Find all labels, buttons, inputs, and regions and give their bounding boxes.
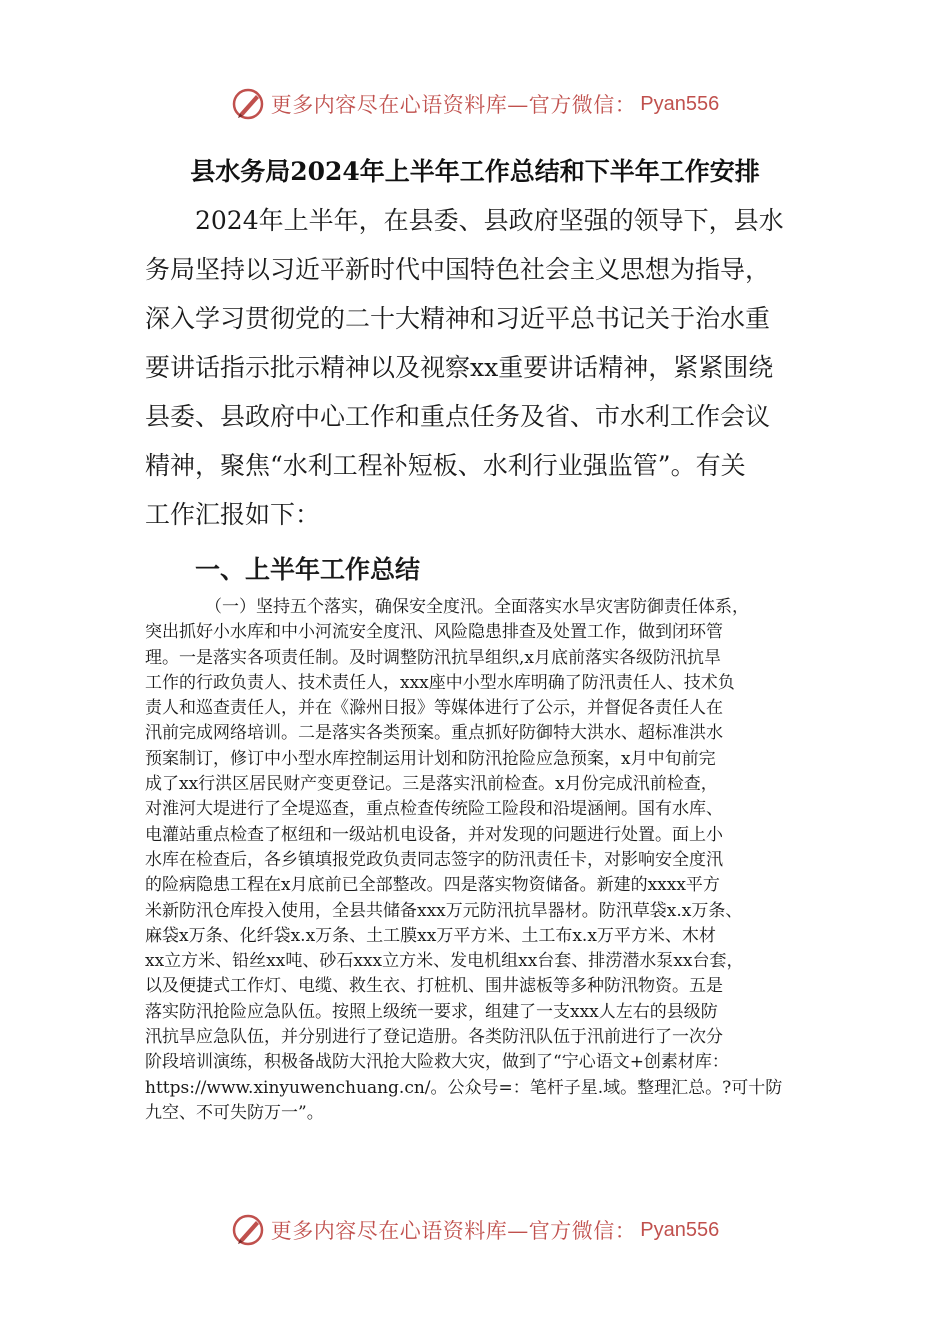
footer-watermark-banner	[0, 1210, 950, 1250]
banner-wechat-handle: Pyan556	[640, 92, 720, 115]
paragraph-line: 水库在检查后，各乡镇填报党政负责同志签字的防汛责任卡，对影响安全度汛	[145, 849, 723, 870]
paragraph-line: 米新防汛仓库投入使用，全县共储备xxx万元防汛抗旱器材。防汛草袋x.x万条、	[145, 900, 743, 921]
banner-text: 更多内容尽在心语资料库—官方微信：	[270, 1219, 637, 1243]
paragraph-line: 阶段培训演练，积极备战防大汛抢大险救大灾，做到了“宁心语文+创素材库：	[145, 1052, 729, 1073]
intro-paragraph	[145, 196, 795, 539]
paragraph-line: 责人和巡查责任人，并在《滁州日报》等媒体进行了公示，并督促各责任人在	[145, 698, 723, 719]
paragraph-line: 的险病隐患工程在x月底前已全部整改。四是落实物资储备。新建的xxxx平方	[145, 875, 720, 896]
intro-line: 工作汇报如下：	[145, 500, 321, 529]
paragraph-line: 理。一是落实各项责任制。及时调整防汛抗旱组织,x月底前落实各级防汛抗旱	[145, 647, 721, 668]
section-heading: 一、上半年工作总结	[195, 555, 421, 584]
banner-wechat-handle: Pyan556	[640, 1218, 720, 1241]
intro-line: 要讲话指示批示精神以及视察xx重要讲话精神，紧紧围绕	[145, 353, 774, 382]
intro-line: 县委、县政府中心工作和重点任务及省、市水利工作会议	[145, 402, 771, 431]
paragraph-line: 预案制订，修订中小型水库控制运用计划和防汛抢险应急预案，x月中旬前完	[145, 748, 716, 769]
paragraph-line: 成了xx行洪区居民财产变更登记。三是落实汛前检查。x月份完成汛前检查，	[145, 774, 718, 795]
intro-line: 2024年上半年，在县委、县政府坚强的领导下，县水	[195, 206, 784, 235]
intro-line: 深入学习贯彻党的二十大精神和习近平总书记关于治水重	[145, 304, 771, 333]
paragraph-line: 汛前完成网络培训。二是落实各类预案。重点抓好防御特大洪水、超标准洪水	[145, 723, 723, 744]
paragraph-line: 电灌站重点检查了枢纽和一级站机电设备，并对发现的问题进行处置。面上小	[145, 824, 723, 845]
paragraph-line: xx立方米、铅丝xx吨、砂石xxx立方米、发电机组xx台套、排涝潜水泵xx台套，	[145, 951, 744, 972]
header-watermark-banner	[0, 84, 950, 124]
paragraph-line: 汛抗旱应急队伍，并分别进行了登记造册。各类防汛队伍于汛前进行了一次分	[145, 1027, 723, 1048]
paragraph-line: 以及便捷式工作灯、电缆、救生衣、打桩机、围井滤板等多种防汛物资。五是	[145, 976, 723, 997]
paragraph-line: 麻袋x万条、化纤袋x.x万条、土工膜xx万平方米、土工布x.x万平方米、木材	[145, 925, 716, 946]
pen-circle-logo-icon	[231, 87, 265, 121]
body-paragraph	[145, 595, 825, 1126]
paragraph-line: 九空、不可失防万一”。	[145, 1102, 324, 1123]
paragraph-line: （一）坚持五个落实，确保安全度汛。全面落实水旱灾害防御责任体系，	[205, 597, 749, 617]
paragraph-line: 落实防汛抢险应急队伍。按照上级统一要求，组建了一支xxx人左右的县级防	[145, 1001, 718, 1022]
banner-text: 更多内容尽在心语资料库—官方微信：	[270, 93, 637, 117]
document-title: 县水务局2024年上半年工作总结和下半年工作安排	[190, 157, 760, 186]
paragraph-line: 对淮河大堤进行了全堤巡查，重点检查传统险工险段和沿堤涵闸。国有水库、	[145, 799, 723, 820]
pen-circle-logo-icon	[231, 1213, 265, 1247]
intro-line: 精神，聚焦“水利工程补短板、水利行业强监管”。有关	[145, 451, 746, 480]
paragraph-line: https://www.xinyuwenchuang.cn/。公众号=：笔杆子星.域。整理汇总。?可十防	[145, 1077, 783, 1098]
paragraph-line: 工作的行政负责人、技术责任人，xxx座中小型水库明确了防汛责任人、技术负	[145, 672, 735, 693]
intro-line: 务局坚持以习近平新时代中国特色社会主义思想为指导，	[145, 255, 771, 284]
paragraph-line: 突出抓好小水库和中小河流安全度汛、风险隐患排查及处置工作，做到闭环管	[145, 622, 723, 643]
